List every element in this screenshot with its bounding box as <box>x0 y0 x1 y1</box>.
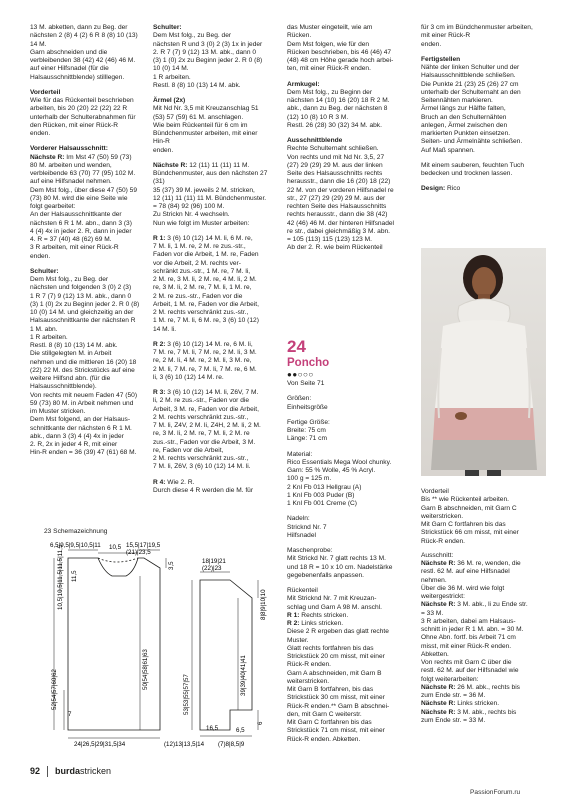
column-2 <box>153 24 271 495</box>
schema-top-right2: (21)|23,5 <box>126 549 151 556</box>
col4-end: Mit einem sauberen, feuchten Tuch bedecken und trocknen lassen. <box>421 161 524 177</box>
section-heading-vorderteil: Vorderteil <box>30 88 61 96</box>
schema-sleeve-b4: (7)8|8,5|9 <box>218 741 245 748</box>
schema-top-left: 6,5|9,5|9,5|10,5|11 <box>50 542 101 549</box>
col2-r1: R 1: 3 (6) 10 (12) 14 M. li, 6 M. re, 7 M. li, 1 M. re, 2 M. re zus.-str., Faden vor die Arbeit, 1 M. re, Faden vor die Arbeit, 2 M. rechts ver- schränkt zus.-str., 1 M. re, 7 M. li, 2 M. re, 3 M. li, 2 M. re, 4 M. li, 2 M. re, 3 M. li, 2 M. re, 7 M. li, 1 M. re, 2 M. re zus.-str., Faden vor die Arbeit, 1 M. re, Faden vor die Arbeit, 2 M. rechts verschränkt zus.-str., 1 M. re, 7 M. li, 6 M. re, 3 (6) 10 (12) 14 M. li. <box>153 234 259 333</box>
schema-title: 23 Schemazeichnung <box>44 528 108 535</box>
col4-top: für 3 cm im Bündchenmuster arbeiten, mit einer Rück-R enden. <box>421 24 533 48</box>
poncho-model-illustration <box>421 248 546 476</box>
section-heading-schulter-2: Schulter: <box>153 24 182 31</box>
schema-sleeve-b1: 16,5 <box>206 725 219 732</box>
heading-material: Material: <box>287 450 313 458</box>
heading-fertige-groesse: Fertige Größe: <box>287 418 330 426</box>
column-4-bottom <box>421 488 543 725</box>
model-photo <box>421 248 546 476</box>
sleeve-dimension-lines <box>192 572 258 736</box>
schematic-drawing <box>30 520 270 750</box>
schema-sleeve-v2: 39|39|40|41|41 <box>240 655 247 696</box>
col1-vorderteil: Wie für das Rückenteil beschrieben arbeiten, bis 20 (20) 22 (22) 22 R unterhalb der Schulterabnahmen für den Rücken, mit einer Rück-R enden. <box>30 97 136 137</box>
design-credit: Design: Rico <box>421 185 461 193</box>
page-number: 92 <box>30 766 41 776</box>
col2-schulter: Dem Mst folg., zu Beg. der nächsten R und 3 (0) 2 (3) 1x in jeder 2. R 7 (7) 9 (12) 13 M. abk., dann 0 (3) 1 (0) 2x zu Beginn jeder 2. R 0 (8) 10 (0) 14 M. 1 R arbeiten. Restl. 8 (8) 10 (13) 14 M. abk. <box>153 32 263 89</box>
body-piece-outline <box>68 558 160 730</box>
schema-sleeve-v4: 6 <box>257 721 264 725</box>
col4-fertigstellen: Nähte der linken Schulter und der Halsausschnittblende schließen. Die Punkte 21 (23) 25 (26) 27 cm unterhalb der Schulternaht an den Seitennähten markieren. Ärmel längs zur Hälfte falten, Bruch an den Schulternähten anlegen, Ärmel zwischen den markierten Punkten einsetzen. Seiten- und Ärmelnähte schließen. Auf Maß spannen. <box>421 64 523 154</box>
schema-left-small: 11,5 <box>71 570 78 582</box>
schema-sleeve-top2: (22)|23 <box>202 565 222 572</box>
section-heading-aermel: Ärmel (2x) <box>153 97 186 104</box>
groessen-value: Einheitsgröße <box>287 403 328 411</box>
schema-sleeve-top: 18|19|21 <box>202 558 226 565</box>
fertige-groesse: Breite: 75 cm Länge: 71 cm <box>287 427 327 443</box>
section-heading-fertigstellen: Fertigstellen <box>421 55 461 63</box>
col3-ausschnittblende: Rechte Schulternaht schließen. Von rechts und mit Nd Nr. 3,5, 27 (27) 29 (29) 29 M. aus der linken Seite des Halsausschnitts rechts herausstr., dann die 16 (20) 18 (22) 22 M. von der vorderen Hilfsnadel re str., 27 (27) 29 (29) 29 M. aus der rechten Seite des Halsausschnitts rechts herausstr., dann die 38 (42) 42 (46) 46 M. der hinteren Hilfsnadel re str., dabei gleichmäßig 3 M. abn. = 105 (113) 115 (123) 123 M. Ab der 2. R. wie beim Rückenteil <box>287 145 395 252</box>
col3-top: das Muster eingeteilt, wie am Rücken. Dem Mst folgen, wie für den Rücken beschrieben, bis 46 (46) 47 (48) 48 cm Höhe gerade hoch arbei- ten, mit einer Rück-R enden. <box>287 24 394 73</box>
col4b-ausschnitt: Nächste R: 36 M. re, wenden, die restl. 62 M. auf eine Hilfsnadel nehmen. Über die 36 M. wird wie folgt weitergestrickt: Nächste R: 3 M. abk., li zu Ende str. = 33 M. 3 R arbeiten, dabei am Halsaus- schnitt in jeder R 1 M. abn. = 30 M. Ohne Abn. fortf. bis Arbeit 71 cm misst, mit einer Rück-R enden. Abketten. Von rechts mit Garn C über die restl. 62 M. auf der Hilfsnadel wie folgt weiterarbeiten: Nächste R: 26 M. abk., rechts bis zum Ende str. = 36 M. Nächste R: Links stricken. Nächste R: 3 M. abk., rechts bis zum Ende str. = 33 M. <box>421 560 528 724</box>
pattern-title: Poncho <box>287 357 330 369</box>
heading-rueckenteil: Rückenteil <box>287 587 318 594</box>
schema-left-v2: 52|54|57|60|62 <box>51 669 58 710</box>
page-reference: Von Seite 71 <box>287 380 325 387</box>
schema-sleeve-v3: 8|8|9|10|10 <box>260 589 267 620</box>
column-3 <box>287 24 403 260</box>
column-1 <box>30 24 142 465</box>
section-heading-ausschnittblende: Ausschnittblende <box>287 137 343 144</box>
schema-sleeve-v1: 53|53|55|57|57 <box>183 674 190 715</box>
nadeln: Stricknd Nr. 7 Hilfsnadel <box>287 523 327 539</box>
material: Rico Essentials Mega Wool chunky. Garn: 55 % Wolle, 45 % Acryl. 100 g = 125 m. 2 Knl Fb 013 Hellgrau (A) 1 Knl Fb 003 Puder (B) 1 Knl Fb 001 Creme (C) <box>287 458 392 507</box>
watermark: PassionForum.ru <box>470 789 521 796</box>
col4b-vorderteil: Bis ** wie Rückenteil arbeiten. Garn B abschneiden, mit Garn C weiterstricken. Mit Garn C fortfahren bis das Strickstück 66 cm misst, mit einer Rück-R enden. <box>421 496 519 545</box>
schema-top-mid: 10,5 <box>109 544 122 551</box>
heading-groessen: Größen: <box>287 395 312 403</box>
col1-schulter: Dem Mst folg., zu Beg. der nächsten und folgenden 3 (0) 2 (3) 1 R 7 (7) 9 (12) 13 M. abk., dann 0 (3) 1 (0) 2x zu Beginn jeder 2. R 0 (8) 10 (0) 14 M. und gleichzeitig an der Halsausschnittkante der nächsten R 1 M. abn. 1 R arbeiten. Restl. 8 (8) 10 (13) 14 M. abk. Die stillgelegten M. in Arbeit nehmen und die mittleren 16 (20) 18 (22) 22 M. des Strickstücks auf eine weitere Hilfsnd abn. (für die Halsausschnittblende). Von rechts mit neuem Faden 47 (50) 59 (73) 80 M. in Arbeit nehmen und im Muster stricken. Dem Mst folgend, an der Halsaus- schnittkante der nächsten 6 R 1 M. abk., dann 3 (3) 4 (4) 4x in jeder 2. R, 2x in jeder 4 R, mit einer Hin-R enden = 36 (39) 47 (61) 68 M. <box>30 276 140 457</box>
col1-intro: 13 M. abketten, dann zu Beg. der nächsten 2 (8) 4 (2) 6 R 8 (8) 10 (13) 14 M. Garn abschneiden und die verbleibenden 38 (42) 42 (46) 46 M. auf einer Hilfsnadel (für die Halsausschnittblende) stilllegen. <box>30 24 138 81</box>
col2-aermel: Mit Nd Nr. 3,5 mit Kreuzanschlag 51 (53) 57 (59) 61 M. anschlagen. Wie beim Rückenteil für 6 cm im Bündchenmuster arbeiten, mit einer Hin-R enden. <box>153 105 259 154</box>
rueckenteil: Mit Stricknd Nr. 7 mit Kreuzan- schlag und Garn A 98 M. anschl. R 1: Rechts stricken. R 2: Links stricken. Diese 2 R ergeben das glatt rechte Muster. Glatt rechts fortfahren bis das Strickstück 20 cm misst, mit einer Rück-R enden. Garn A abschneiden, mit Garn B weiterstricken. Mit Garn B fortfahren, bis das Strickstück 30 cm misst, mit einer Rück-R enden.** Garn B abschnei- den, mit Garn C weiterstr. Mit Garn C fortfahren bis das Strickstück 71 cm misst, mit einer Rück-R enden. Abketten. <box>287 595 390 743</box>
heading-nadeln: Nadeln: <box>287 515 310 523</box>
footer-divider <box>47 766 48 777</box>
schema-left-v1: 10,5|10,5|11,5|11,5|11,5 <box>57 544 64 610</box>
schema-bottom-left-small: 7 <box>68 711 72 718</box>
col2-r4: R 4: Wie 2. R. Durch diese 4 R werden die M. für <box>153 478 254 494</box>
schema-sleeve-b3: (12)13|13,5|14 <box>164 741 205 748</box>
section-heading-schulter: Schulter: <box>30 267 59 275</box>
pattern-number: 24 <box>287 337 306 356</box>
col2-r2: R 2: 3 (6) 10 (12) 14 M. re, 6 M. li, 7 M. re, 7 M. li, 7 M. re, 2 M. li, 3 M. re, 2 M. li, 4 M. re, 2 M. li, 3 M. re, 2 M. li, 7 M. re, 7 M. li, 7 M. re, 6 M. li, 3 (6) 10 (12) 14 M. re. <box>153 340 257 381</box>
col2-r3: R 3: 3 (6) 10 (12) 14 M. li, Z6V, 7 M. li, 2 M. re zus.-str., Faden vor die Arbeit, 3 M. re, Faden vor die Arbeit, 2 M. rechts verschränkt zus.-str., 7 M. li, Z4V, 2 M. li, Z4H, 2 M. li, 2 M. re, 3 M. li, 2 M. re, 7 M. li, 2 M. re zus.-str., Faden vor die Arbeit, 3 M. re, Faden vor die Arbeit, 2 M. rechts verschränkt zus.-str., 7 M. li, Z6V, 3 (6) 10 (12) 14 M. li. <box>153 389 261 471</box>
column-4 <box>421 24 543 201</box>
poncho-section <box>287 338 403 744</box>
schema-right-small: 3,5 <box>168 561 175 570</box>
sleeve-piece-outline <box>200 580 252 730</box>
brand-name: burda <box>55 766 81 776</box>
difficulty-rating: ●●○○○ <box>287 370 314 379</box>
maschenprobe: Mit Strickd Nr. 7 glatt rechts 13 M. und 18 R = 10 x 10 cm. Nadelstärke gegebenenfalls anpassen. <box>287 555 393 579</box>
col2-naechste-r: Nächste R: 12 (11) 11 (11) 11 M. Bündchenmuster, aus den nächsten 27 (31) 35 (37) 39 M. jeweils 2 M. stricken, 12 (11) 11 (11) 11 M. Bündchenmuster. = 78 (84) 92 (96) 100 M. Zu Strickn Nr. 4 wechseln. Nun wie folgt im Muster arbeiten: <box>153 161 268 227</box>
brand-suffix: stricken <box>80 766 112 776</box>
page-footer <box>30 766 111 777</box>
col3-armkugel: Dem Mst folg., zu Beginn der nächsten 14 (10) 16 (20) 18 R 2 M. abk., dann zu Beg. der nächsten 8 (12) 10 (8) 10 R 3 M. Restl. 26 (28) 30 (32) 34 M. abk. <box>287 88 390 129</box>
schema-bottom: 24|26,5|29|31,5|34 <box>74 741 126 748</box>
heading-maschenprobe: Maschenprobe: <box>287 547 333 554</box>
schema-sleeve-b2: 6,5 <box>236 727 245 734</box>
schema-top-right: 15,5|17|19,5 <box>126 542 161 549</box>
section-heading-vorderteil-poncho: Vorderteil <box>421 488 449 495</box>
section-heading-armkugel: Armkugel: <box>287 80 320 88</box>
schema-center-v: 50|54|58|61|63 <box>142 649 149 690</box>
col1-halsausschnitt: Nächste R: Im Mst 47 (50) 59 (73) 80 M. arbeiten und wenden, verbleibende 63 (70) 77 (95) 102 M. auf eine Hilfsnadel nehmen. Dem Mst folg., über diese 47 (50) 59 (73) 80 M. wird die eine Seite wie folgt gearbeitet: An der Halsausschnittkante der nächsten 6 R 1 M. abn., dann 3 (3) 4 (4) 4x in jeder 2. R, dann in jeder 4. R = 37 (40) 48 (62) 69 M. 3 R arbeiten, mit einer Rück-R enden. <box>30 153 138 260</box>
section-heading-halsausschnitt: Vorderer Halsausschnitt: <box>30 145 108 153</box>
section-heading-ausschnitt: Ausschnitt: <box>421 551 454 559</box>
